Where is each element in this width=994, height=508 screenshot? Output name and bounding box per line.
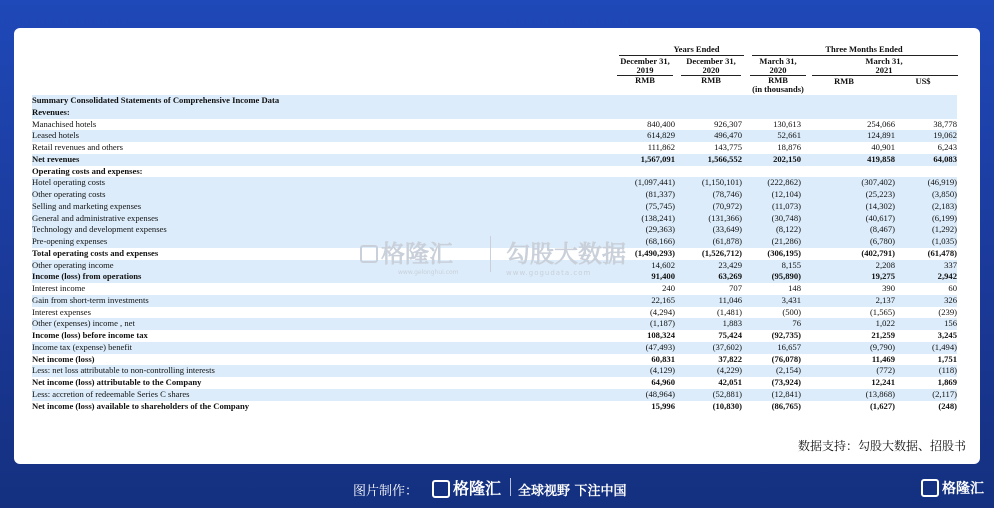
row-label: Manachised hotels — [32, 118, 97, 129]
row-value: 1,566,552 — [675, 154, 742, 166]
row-value: 60,831 — [651, 353, 675, 364]
row-value: (8,122) — [742, 224, 801, 236]
row-value: (68,166) — [617, 236, 675, 248]
years-ended-header: Years Ended — [673, 44, 720, 54]
row-value: 75,424 — [718, 330, 742, 340]
row-value: (8,467) — [835, 224, 895, 236]
row-value: 23,429 — [675, 260, 742, 272]
row-value: (131,366) — [675, 213, 742, 225]
row-value: (1,150,101) — [675, 177, 742, 189]
table-row — [32, 354, 957, 366]
col5-currency: US$ — [915, 76, 931, 86]
row-label: Less: accretion of redeemable Series C shares — [32, 389, 617, 401]
row-label: Other operating income — [32, 260, 617, 272]
row-value: 21,259 — [871, 330, 895, 340]
row-value: 38,778 — [933, 118, 957, 129]
footer-brand: 格隆汇 — [432, 476, 501, 499]
row-value — [835, 95, 895, 107]
table-row — [32, 342, 957, 354]
income-statement-table — [32, 95, 957, 412]
row-value: (1,627) — [869, 400, 895, 411]
row-value: (70,972) — [675, 201, 742, 213]
row-value: (1,526,712) — [701, 247, 742, 258]
row-value: (37,602) — [675, 342, 742, 354]
row-value — [617, 107, 675, 119]
row-value: (47,493) — [617, 342, 675, 354]
row-value: 124,891 — [835, 130, 895, 142]
row-value: 11,046 — [675, 295, 742, 307]
col1-header: December 31, 2019 RMB — [617, 57, 673, 85]
table-row — [32, 177, 957, 189]
row-value: (78,746) — [675, 189, 742, 201]
table-row — [32, 283, 957, 295]
row-value: 60 — [948, 283, 957, 293]
row-value: (239) — [938, 306, 957, 317]
footer-credit: 图片制作： — [353, 484, 419, 499]
row-value: (772) — [835, 365, 895, 377]
row-value: 63,269 — [675, 271, 742, 283]
footer-bar — [0, 464, 994, 508]
row-value: 64,960 — [651, 377, 675, 387]
row-value: (1,097,441) — [617, 177, 675, 189]
row-value: (30,748) — [742, 213, 801, 225]
row-value: (13,868) — [835, 389, 895, 401]
row-value: 18,876 — [777, 142, 801, 152]
row-label: Operating costs and expenses: — [32, 165, 143, 176]
column-gap — [801, 377, 835, 389]
column-gap — [801, 189, 835, 201]
row-value: 3,431 — [742, 295, 801, 307]
row-value: 1,567,091 — [617, 154, 675, 166]
column-gap — [801, 107, 835, 119]
data-source-note: 数据支持：勾股大数据、招股书 — [797, 439, 966, 453]
row-value: 40,901 — [871, 142, 895, 152]
watermark-gelonghui: 格隆汇 www.gelonghui.com — [360, 234, 459, 276]
row-value: 64,083 — [895, 154, 957, 166]
row-value: (33,649) — [675, 224, 742, 236]
row-value — [742, 107, 801, 119]
row-value: (61,878) — [675, 236, 742, 248]
row-value: 12,241 — [871, 377, 895, 387]
table-row — [32, 330, 957, 342]
row-value: 108,324 — [647, 330, 675, 340]
table-row — [32, 142, 957, 154]
column-gap — [801, 283, 835, 295]
row-value: 840,400 — [647, 118, 675, 129]
column-gap — [801, 177, 835, 189]
statement-card — [14, 28, 980, 464]
row-value: 926,307 — [714, 118, 742, 129]
gelonghui-logo-icon — [432, 480, 450, 498]
row-value: (12,104) — [742, 189, 801, 201]
row-value: (25,223) — [835, 189, 895, 201]
row-value: (306,195) — [767, 247, 801, 258]
row-label: Other (expenses) income , net — [32, 318, 617, 330]
column-gap — [801, 95, 835, 107]
row-value: 1,869 — [937, 377, 957, 387]
table-row — [32, 130, 957, 142]
row-label: Interest expenses — [32, 306, 91, 317]
row-value: (2,154) — [742, 365, 801, 377]
row-value: (1,490,293) — [634, 247, 675, 258]
watermark-gogudata: 勾股大数据 www.gogudata.com — [506, 240, 626, 277]
row-value: 76 — [742, 318, 801, 330]
table-row — [32, 318, 957, 330]
row-label: Net income (loss) — [32, 353, 95, 364]
column-gap — [801, 365, 835, 377]
row-value: (75,745) — [617, 201, 675, 213]
row-value: (118) — [895, 365, 957, 377]
row-value: 143,775 — [714, 142, 742, 152]
row-value — [675, 107, 742, 119]
column-gap — [801, 166, 835, 178]
table-row — [32, 295, 957, 307]
column-gap — [801, 119, 835, 131]
table-row — [32, 401, 957, 413]
table-row — [32, 248, 957, 260]
row-value: (61,478) — [927, 247, 957, 258]
row-label: Other operating costs — [32, 189, 617, 201]
column-gap — [801, 318, 835, 330]
row-value: 130,613 — [773, 118, 801, 129]
col45-header: March 31, 2021 — [865, 56, 903, 75]
column-gap — [801, 130, 835, 142]
table-row — [32, 95, 957, 107]
row-label: Total operating costs and expenses — [32, 247, 159, 258]
row-value: (48,964) — [617, 389, 675, 401]
row-value: (4,129) — [617, 365, 675, 377]
column-gap — [801, 248, 835, 260]
table-row — [32, 389, 957, 401]
row-value: (9,790) — [835, 342, 895, 354]
column-gap — [801, 236, 835, 248]
row-value: 337 — [895, 260, 957, 272]
row-value: 156 — [895, 318, 957, 330]
row-value: (21,286) — [742, 236, 801, 248]
row-value: (11,073) — [742, 201, 801, 213]
row-value: (86,765) — [771, 400, 801, 411]
row-value: (1,187) — [617, 318, 675, 330]
row-value: (1,494) — [895, 342, 957, 354]
table-row — [32, 154, 957, 166]
row-value: 52,661 — [742, 130, 801, 142]
row-value: (1,481) — [716, 306, 742, 317]
row-label: Leased hotels — [32, 130, 617, 142]
row-value: 14,602 — [617, 260, 675, 272]
row-value: 326 — [895, 295, 957, 307]
table-row — [32, 271, 957, 283]
row-value: 19,275 — [835, 271, 895, 283]
three-months-ended-header: Three Months Ended — [825, 44, 903, 54]
row-label: Income tax (expense) benefit — [32, 342, 617, 354]
row-label: General and administrative expenses — [32, 213, 617, 225]
table-row — [32, 213, 957, 225]
row-label: Less: net loss attributable to non-controlling interests — [32, 365, 617, 377]
table-row — [32, 377, 957, 389]
row-value: 19,062 — [895, 130, 957, 142]
row-value: (12,841) — [742, 389, 801, 401]
row-value: (92,735) — [771, 330, 801, 340]
row-label: Hotel operating costs — [32, 177, 617, 189]
row-value: 6,243 — [937, 142, 957, 152]
table-row — [32, 224, 957, 236]
column-gap — [801, 354, 835, 366]
row-value: (248) — [938, 400, 957, 411]
row-value: (402,791) — [861, 247, 895, 258]
gelonghui-logo-icon — [921, 479, 939, 497]
row-label: Gain from short-term investments — [32, 295, 617, 307]
row-value: (4,229) — [675, 365, 742, 377]
table-row — [32, 107, 957, 119]
column-gap — [801, 260, 835, 272]
row-value: (73,924) — [771, 377, 801, 387]
row-value — [895, 166, 957, 178]
row-value: (500) — [782, 306, 801, 317]
row-label: Income (loss) before income tax — [32, 330, 148, 340]
row-value — [835, 107, 895, 119]
column-gap — [801, 154, 835, 166]
table-row — [32, 260, 957, 272]
table-row — [32, 119, 957, 131]
col3-header: March 31, 2020 RMB (in thousands) — [750, 57, 806, 94]
row-value: 91,400 — [617, 271, 675, 283]
row-label: Net income (loss) available to shareholders of the Company — [32, 400, 250, 411]
row-value: (46,919) — [895, 177, 957, 189]
table-row — [32, 189, 957, 201]
row-label: Net income (loss) attributable to the Company — [32, 377, 202, 387]
row-value: 614,829 — [617, 130, 675, 142]
row-value: 390 — [882, 283, 895, 293]
row-value: 15,996 — [651, 400, 675, 411]
row-value — [675, 166, 742, 178]
row-value: (222,862) — [742, 177, 801, 189]
row-value: 1,883 — [675, 318, 742, 330]
row-label: Pre-opening expenses — [32, 236, 617, 248]
row-value — [617, 166, 675, 178]
row-value — [835, 166, 895, 178]
row-value: 148 — [788, 283, 801, 293]
row-value: (52,881) — [675, 389, 742, 401]
column-gap — [801, 295, 835, 307]
row-value: 254,066 — [867, 118, 895, 129]
row-value — [895, 107, 957, 119]
row-value: (1,565) — [869, 306, 895, 317]
row-value: (10,830) — [712, 400, 742, 411]
row-label: Interest income — [32, 283, 86, 293]
table-row — [32, 201, 957, 213]
row-value: (2,117) — [895, 389, 957, 401]
row-value: 2,208 — [835, 260, 895, 272]
row-value: 1,022 — [835, 318, 895, 330]
column-gap — [801, 271, 835, 283]
table-row — [32, 365, 957, 377]
row-value: (14,302) — [835, 201, 895, 213]
row-value: (138,241) — [617, 213, 675, 225]
footer-slogan: 全球视野 下注中国 — [518, 484, 627, 499]
row-value: (6,199) — [895, 213, 957, 225]
row-label: Selling and marketing expenses — [32, 201, 617, 213]
table-row — [32, 307, 957, 319]
row-label: Net revenues — [32, 154, 617, 166]
column-gap — [801, 342, 835, 354]
column-gap — [801, 201, 835, 213]
column-gap — [801, 142, 835, 154]
row-value: (95,890) — [742, 271, 801, 283]
row-value: 202,150 — [742, 154, 801, 166]
row-value: 42,051 — [718, 377, 742, 387]
row-value — [675, 95, 742, 107]
row-value: (40,617) — [835, 213, 895, 225]
row-label: Technology and development expenses — [32, 224, 617, 236]
column-gap — [801, 307, 835, 319]
footer-corner-brand: 格隆汇 — [921, 478, 984, 498]
row-value: 111,862 — [647, 142, 675, 152]
row-value: (6,780) — [835, 236, 895, 248]
column-gap — [801, 330, 835, 342]
col4-currency: RMB — [834, 76, 854, 86]
column-gap — [801, 213, 835, 225]
footer-divider — [510, 478, 511, 496]
row-value: 707 — [729, 283, 742, 293]
row-label: Income (loss) from operations — [32, 271, 617, 283]
table-row — [32, 166, 957, 178]
row-value: 22,165 — [617, 295, 675, 307]
row-value: (29,363) — [617, 224, 675, 236]
row-value: (307,402) — [835, 177, 895, 189]
row-value: (81,337) — [617, 189, 675, 201]
row-value: 37,822 — [718, 353, 742, 364]
row-value: 496,470 — [675, 130, 742, 142]
row-value: (4,294) — [649, 306, 675, 317]
row-value: 419,858 — [835, 154, 895, 166]
col2-header: December 31, 2020 RMB — [681, 57, 741, 85]
row-label: Summary Consolidated Statements of Comprehensive Income Data — [32, 95, 617, 107]
row-value — [895, 95, 957, 107]
row-label: Retail revenues and others — [32, 142, 123, 152]
row-value: (2,183) — [895, 201, 957, 213]
row-value — [617, 95, 675, 107]
column-gap — [801, 401, 835, 413]
table-row — [32, 236, 957, 248]
row-value: (76,078) — [771, 353, 801, 364]
column-gap — [801, 224, 835, 236]
row-value: 16,657 — [742, 342, 801, 354]
row-value: 8,155 — [742, 260, 801, 272]
row-value: 3,245 — [937, 330, 957, 340]
column-gap — [801, 389, 835, 401]
row-value: 240 — [662, 283, 675, 293]
row-value — [742, 95, 801, 107]
row-value: (3,850) — [895, 189, 957, 201]
row-value: (1,292) — [895, 224, 957, 236]
row-value: 2,942 — [895, 271, 957, 283]
row-value: 1,751 — [937, 353, 957, 364]
row-value — [742, 166, 801, 178]
row-value: 11,469 — [871, 353, 895, 364]
row-value: (1,035) — [895, 236, 957, 248]
row-label: Revenues: — [32, 107, 617, 119]
row-value: 2,137 — [835, 295, 895, 307]
